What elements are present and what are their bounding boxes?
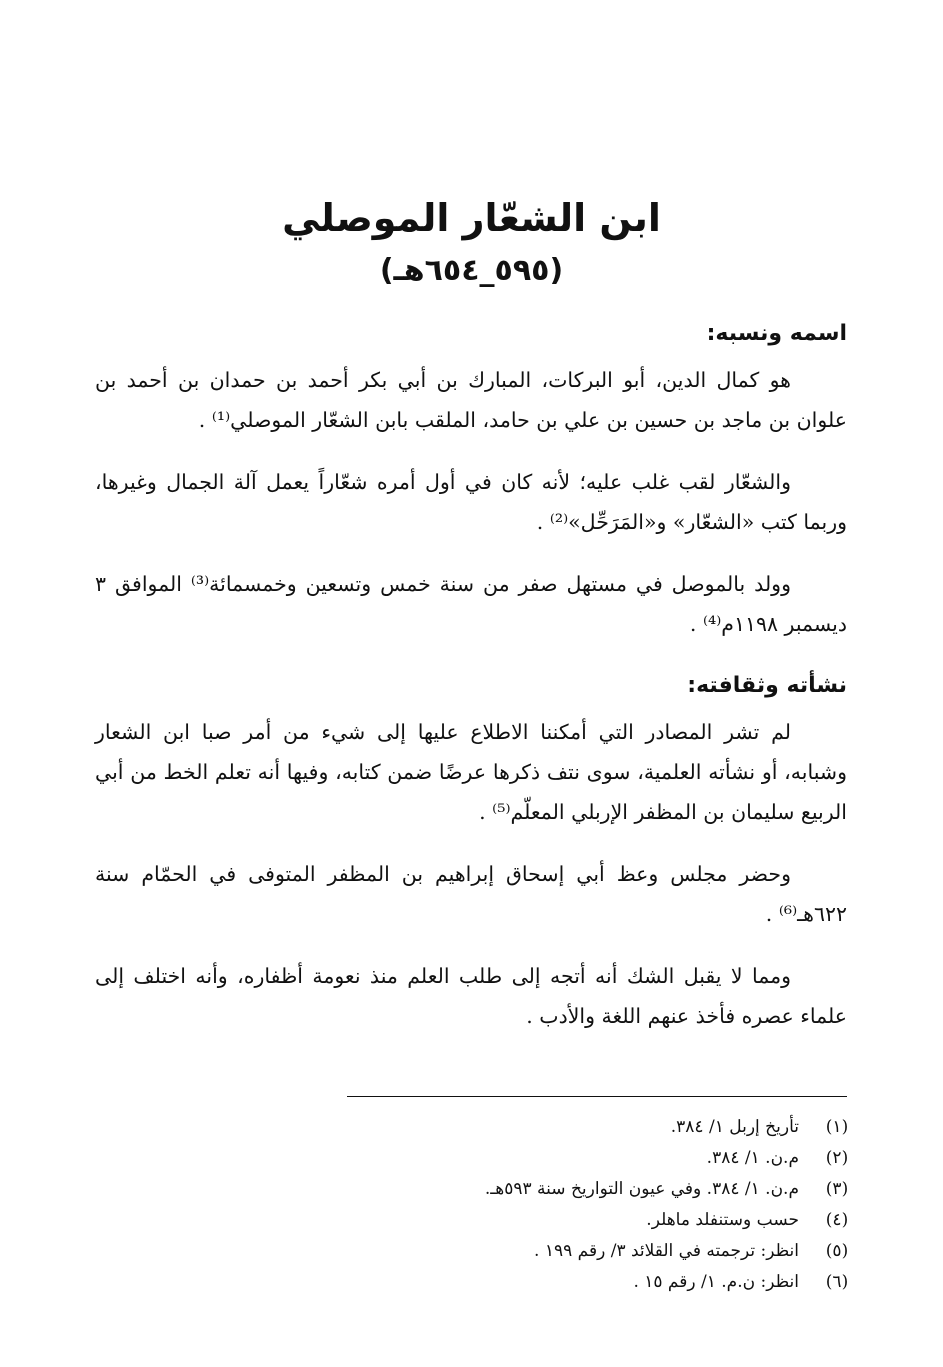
- section-heading: اسمه ونسبه:: [706, 321, 847, 346]
- paragraph: لم تشر المصادر التي أمكننا الاطلاع عليها إلى شيء من أمر صبا ابن الشعار وشبابه، أو نشأته العلمية، سوى نتف ذكرها عرضًا ضمن كتابه، وفيها أنه تعلم الخط من أبي الربيع سليمان بن المظفر الإربلي المعلّم⁽⁵⁾ .: [95, 720, 847, 824]
- paragraph: وحضر مجلس وعظ أبي إسحاق إبراهيم بن المظفر المتوفى في الحمّام سنة ٦٢٢هـ⁽⁶⁾ .: [95, 862, 847, 926]
- footnote: [101, 1205, 861, 1236]
- footnote: [101, 1143, 861, 1174]
- section-heading: نشأته وثقافته:: [687, 673, 847, 698]
- title-block: [0, 190, 943, 296]
- paragraph: هو كمال الدين، أبو البركات، المبارك بن أبي بكر أحمد بن حمدان بن أحمد بن علوان بن ماجد بن حسين بن علي بن حامد، الملقب بابن الشعّار الموصلي⁽¹⁾ .: [95, 368, 847, 432]
- footnote-number: (٣): [825, 1179, 849, 1199]
- footnote-text: م.ن. ١/ ٣٨٤.: [706, 1148, 799, 1168]
- footnote-text: حسب وستنفلد ماهلر.: [646, 1210, 799, 1230]
- page-title: ابن الشعّار الموصلي: [282, 196, 661, 240]
- footnotes-list: [101, 1112, 861, 1298]
- paragraph: ومما لا يقبل الشك أنه أتجه إلى طلب العلم منذ نعومة أظفاره، وأنه اختلف إلى علماء عصره فأخذ عنهم اللغة والأدب .: [95, 964, 847, 1028]
- paragraph: والشعّار لقب غلب عليه؛ لأنه كان في أول أمره شعّاراً يعمل آلة الجمال وغيرها، وربما كتب «الشعّار» و«المَرَحِّل»⁽²⁾ .: [95, 470, 847, 534]
- footnote-number: (٢): [825, 1148, 849, 1168]
- footnote: [101, 1267, 861, 1298]
- footnote-text: انظر: ترجمته في القلائد ٣/ رقم ١٩٩ .: [534, 1241, 799, 1261]
- footnote-divider: [347, 1096, 847, 1097]
- section-upbringing: [95, 666, 847, 1036]
- footnote-text: انظر: ن.م. ١/ رقم ١٥ .: [633, 1272, 799, 1292]
- footnote-number: (٥): [825, 1241, 849, 1261]
- section-name-lineage: [95, 314, 847, 644]
- footnote-text: تأريخ إربل ١/ ٣٨٤.: [670, 1117, 799, 1137]
- lifespan-dates: (٥٩٥_٦٥٤هـ): [379, 253, 564, 288]
- paragraph: وولد بالموصل في مستهل صفر من سنة خمس وتسعين وخمسمائة⁽³⁾ الموافق ٣ ديسمبر ١١٩٨م⁽⁴⁾ .: [95, 572, 847, 636]
- footnote-number: (١): [825, 1117, 849, 1137]
- main-text: [95, 314, 847, 1058]
- footnote-number: (٤): [825, 1210, 849, 1230]
- footnote: [101, 1174, 861, 1205]
- footnote: [101, 1236, 861, 1267]
- footnote-number: (٦): [825, 1272, 849, 1292]
- footnote: [101, 1112, 861, 1143]
- footnote-text: م.ن. ١/ ٣٨٤. وفي عيون التواريخ سنة ٥٩٣هـ.: [484, 1179, 799, 1199]
